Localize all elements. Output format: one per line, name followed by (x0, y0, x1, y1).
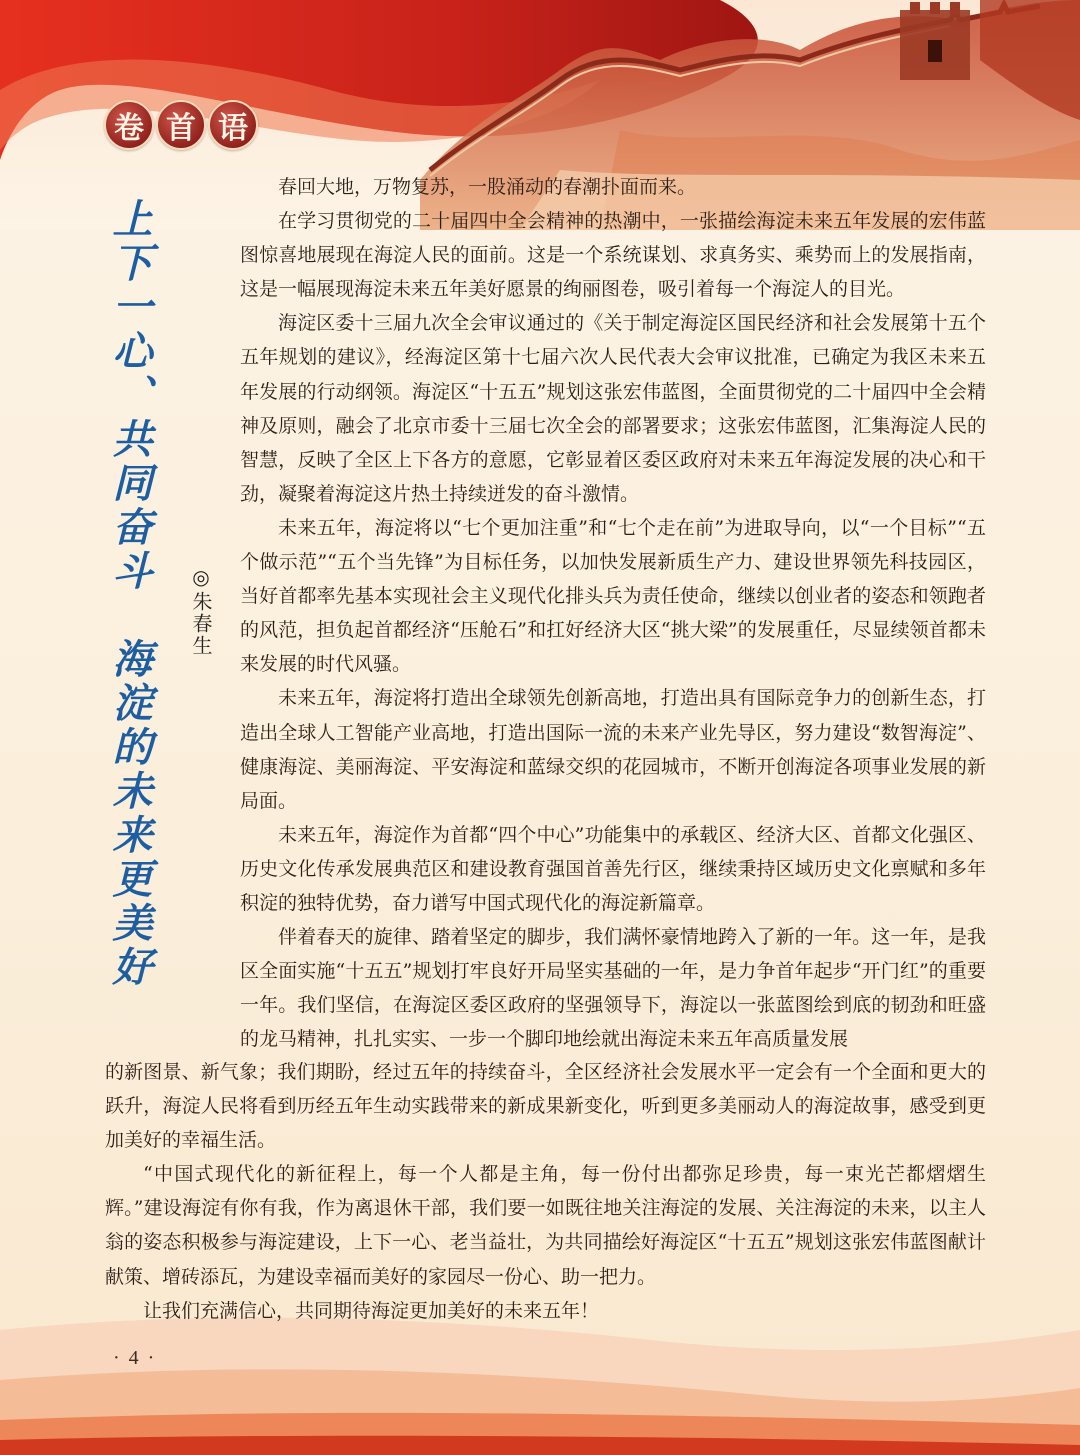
author-byline: ◎朱春生 (189, 565, 213, 657)
badge-char-3: 语 (208, 100, 258, 150)
article-body-wide (105, 1055, 986, 1328)
badge-char-1: 卷 (104, 100, 154, 150)
paragraph: “中国式现代化的新征程上，每一个人都是主角，每一份付出都弥足珍贵，每一束光芒都熠熠生辉。”建设海淀有你有我，作为离退休干部，我们要一如既往地关注海淀的发展、关注海淀的未来，以主人翁的姿态积极参与海淀建设，上下一心、老当益壮，为共同描绘好海淀区“十五五”规划这张宏伟蓝图献计献策、增砖添瓦，为建设幸福而美好的家园尽一份心、助一把力。 (105, 1163, 986, 1288)
paragraph: 在学习贯彻党的二十届四中全会精神的热潮中，一张描绘海淀未来五年发展的宏伟蓝图惊喜地展现在海淀人民的面前。这是一个系统谋划、求真务实、乘势而上的发展指南，这是一幅展现海淀未来五年美好愿景的绚丽图卷，吸引着每一个海淀人的目光。 (240, 210, 986, 301)
paragraph: 让我们充满信心，共同期待海淀更加美好的未来五年！ (143, 1299, 600, 1322)
paragraph-continued: 的新图景、新气象；我们期盼，经过五年的持续奋斗，全区经济社会发展水平一定会有一个全面和更大的跃升，海淀人民将看到历经五年生动实践带来的新成果新变化，听到更多美丽动人的海淀故事，感受到更加美好的幸福生活。 (105, 1061, 986, 1152)
paragraph: 伴着春天的旋律、踏着坚定的脚步，我们满怀豪情地跨入了新的一年。这一年，是我区全面实施“十五五”规划打牢良好开局坚实基础的一年，是力争首年起步“开门红”的重要一年。我们坚信，在海淀区委区政府的坚强领导下，海淀以一张蓝图绘到底的韧劲和旺盛的龙马精神，扎扎实实、一步一个脚印地绘就出海淀未来五年高质量发展 (240, 926, 986, 1051)
article-body-narrow (240, 170, 986, 1056)
column-badge (104, 100, 258, 150)
paragraph: 未来五年，海淀将以“七个更加注重”和“七个走在前”为进取导向，以“一个目标”“五个做示范”“五个当先锋”为目标任务，以加快发展新质生产力、建设世界领先科技园区，当好首都率先基本实现社会主义现代化排头兵为责任使命，继续以创业者的姿态和领跑者的风范，担负起首都经济“压舱石”和扛好经济大区“挑大梁”的发展重任，尽显续领首都未来发展的时代风骚。 (240, 516, 986, 676)
paragraph: 未来五年，海淀将打造出全球领先创新高地，打造出具有国际竞争力的创新生态，打造出全球人工智能产业高地，打造出国际一流的未来产业先导区，努力建设“数智海淀”、健康海淀、美丽海淀、平安海淀和蓝绿交织的花园城市，不断开创海淀各项事业发展的新局面。 (240, 687, 986, 812)
paragraph: 春回大地，万物复苏，一股涌动的春潮扑面而来。 (278, 176, 697, 198)
badge-char-2: 首 (156, 100, 206, 150)
paragraph: 未来五年，海淀作为首都“四个中心”功能集中的承载区、经济大区、首都文化强区、历史文化传承发展典范区和建设教育强国首善先行区，继续秉持区域历史文化禀赋和多年积淀的独特优势，奋力谱写中国式现代化的海淀新篇章。 (240, 823, 986, 914)
paragraph: 海淀区委十三届九次全会审议通过的《关于制定海淀区国民经济和社会发展第十五个五年规划的建议》，经海淀区第十七届六次人民代表大会审议批准，已确定为我区未来五年发展的行动纲领。海淀区“十五五”规划这张宏伟蓝图，全面贯彻党的二十届四中全会精神及原则，融会了北京市委十三届七次全会的部署要求；这张宏伟蓝图，汇集海淀人民的智慧，反映了全区上下各方的意愿，它彰显着区委区政府对未来五年海淀发展的决心和干劲，凝聚着海淀这片热土持续迸发的奋斗激情。 (240, 312, 986, 505)
page-number: · 4 · (113, 1347, 157, 1369)
article-title: 上下一心、共同奋斗 海淀的未来更美好 (106, 198, 153, 990)
